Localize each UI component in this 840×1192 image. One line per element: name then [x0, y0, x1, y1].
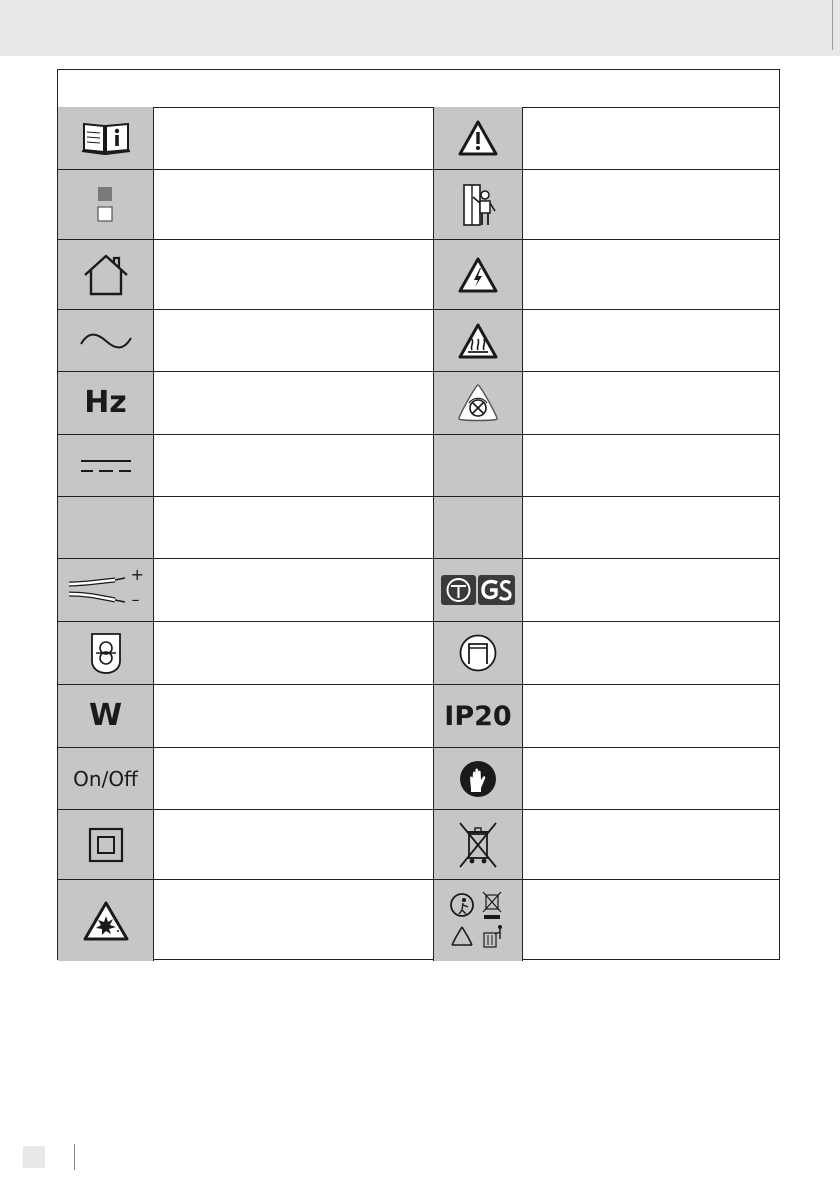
table-row — [58, 310, 779, 372]
table-row — [58, 622, 779, 685]
cable-polarity-icon — [65, 568, 131, 612]
hertz-icon: Hz — [84, 385, 127, 420]
table-row — [58, 880, 779, 961]
electric-shock-icon — [457, 256, 499, 294]
table-row — [58, 685, 779, 748]
tuv-gs-mark-icon — [440, 574, 516, 606]
warning-triangle-icon — [457, 119, 499, 157]
table-row — [58, 170, 779, 240]
plus-label: + — [130, 565, 144, 584]
header-band — [0, 0, 840, 56]
disposal-recycling-icon — [448, 889, 508, 953]
watt-icon: W — [88, 698, 123, 733]
on-off-icon: On/Off — [73, 766, 138, 791]
ip20-icon: IP20 — [444, 700, 512, 732]
table-row — [58, 497, 779, 559]
table-row — [58, 240, 779, 310]
independent-transformer-icon — [458, 633, 498, 673]
table-row — [58, 435, 779, 497]
minus-label: – — [131, 590, 140, 609]
table-header-row — [58, 70, 779, 108]
no-dimmer-icon — [456, 383, 500, 423]
safety-transformer-icon — [89, 631, 123, 675]
footer-divider — [74, 1144, 75, 1170]
table-row — [58, 810, 779, 880]
crossed-bin-icon — [457, 820, 499, 870]
direct-current-icon — [79, 456, 133, 476]
color-square-legend-icon — [96, 183, 116, 227]
protection-class-ii-icon — [88, 827, 124, 863]
page-number-box — [23, 1146, 45, 1168]
explosion-warning-icon — [82, 900, 130, 942]
table-row — [58, 559, 779, 622]
hot-surface-icon — [457, 322, 499, 360]
alternating-current-icon — [78, 330, 134, 352]
children-cabinet-icon — [458, 181, 498, 229]
table-row — [58, 748, 779, 810]
symbol-legend-table — [57, 69, 780, 960]
manual-info-icon — [80, 120, 132, 156]
table-row — [58, 107, 779, 170]
table-row — [58, 372, 779, 435]
indoor-house-icon — [81, 253, 131, 297]
wear-gloves-icon — [458, 759, 498, 799]
crop-mark — [832, 0, 833, 50]
